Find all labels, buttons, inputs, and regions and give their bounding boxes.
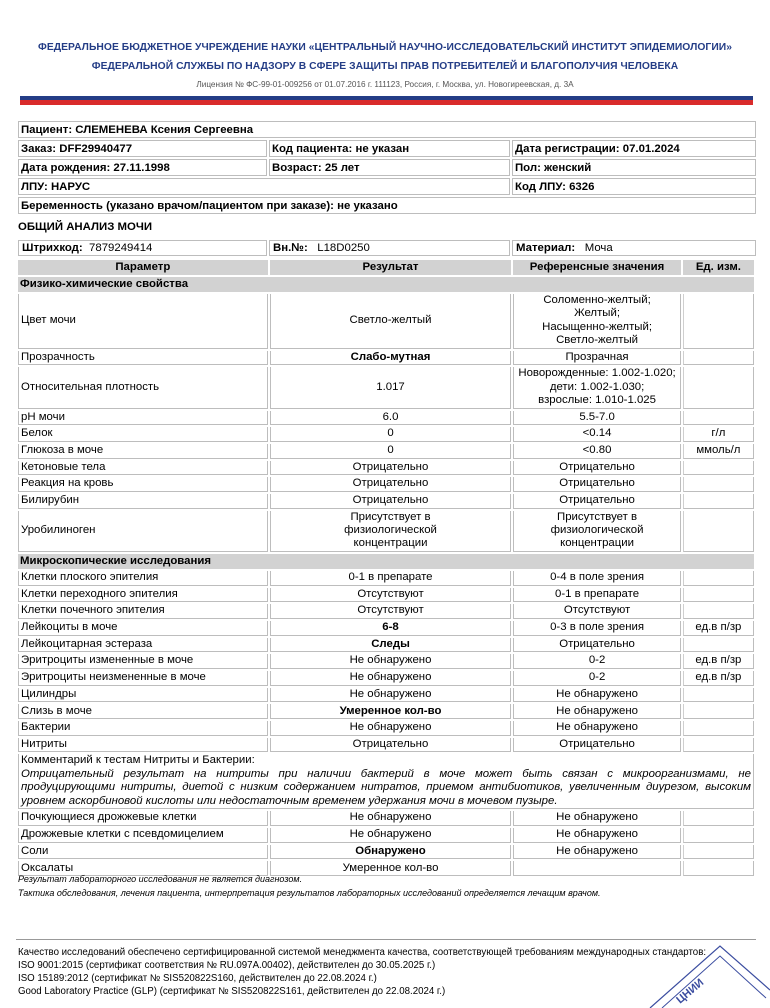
license-line: Лицензия № ФС-99-01-009256 от 01.07.2016 г. 111123, Россия, г. Москва, ул. Новогиреевская, д. 3А [196,80,574,89]
patient-name: Пациент: СЛЕМЕНЕВА Ксения Сергеевна [18,121,756,138]
result-value: Светло-желтый [270,294,512,349]
result-value: Не обнаружено [270,671,512,686]
reference-line: <0.14 [582,427,612,440]
result-value: 6.0 [270,411,512,426]
reference-line: Насыщенно-желтый; [542,320,652,333]
material-label: Материал: [516,242,576,254]
result-value: Не обнаружено [270,811,512,826]
lpu-code: Код ЛПУ: 6326 [512,178,756,195]
result-value: Отрицательно [270,477,512,492]
unit-value: ед.в п/зр [683,621,754,636]
patient-sex: Пол: женский [512,159,756,176]
internal-number-cell [269,240,510,256]
unit-value [683,604,754,619]
unit-value [683,721,754,736]
reference-value [513,688,680,703]
result-row [18,738,754,753]
result-value: Умеренное кол-во [270,704,512,719]
internal-number-value: L18D0250 [317,242,370,254]
param-name: Дрожжевые клетки с псевдомицелием [18,828,268,843]
sample-info-bar [16,238,758,258]
result-row [18,721,754,736]
reference-line: 0-2 [588,671,606,684]
param-name: Клетки переходного эпителия [18,588,268,603]
param-name: Лейкоцитарная эстераза [18,638,268,653]
result-value: Не обнаружено [270,828,512,843]
result-value: 1.017 [270,367,512,408]
param-name: Лейкоциты в моче [18,621,268,636]
result-value: 0 [270,444,512,459]
result-row [18,845,754,860]
param-name: Уробилиноген [18,511,268,552]
footer-line-1: Качество исследований обеспечено сертифицированной системой менеджмента качества, соответствующей требованиям международных стандартов: [18,947,707,958]
result-value: Отрицательно [270,494,512,509]
brand-stripe [20,96,753,106]
unit-value [683,494,754,509]
reference-line: 5.5-7.0 [579,410,615,423]
unit-value [683,367,754,408]
param-name: Белок [18,427,268,442]
result-value: Отсутствуют [270,588,512,603]
birth-date: Дата рождения: 27.11.1998 [18,159,267,176]
param-name: Реакция на кровь [18,477,268,492]
result-value: 0 [270,427,512,442]
stripe-red [20,100,753,105]
result-row [18,511,754,552]
reference-line: <0.80 [582,444,612,457]
reference-value [513,738,680,753]
result-row [18,688,754,703]
reference-value [513,671,680,686]
barcode-cell [18,240,267,256]
quality-footer [18,946,706,998]
disclaimer-notes [18,873,601,900]
barcode-value: 7879249414 [89,242,153,254]
result-row [18,604,754,619]
result-value: 6-8 [270,621,512,636]
result-row [18,588,754,603]
result-row [18,811,754,826]
reference-value [513,294,680,349]
result-row [18,351,754,366]
reference-value [513,494,680,509]
result-value: Не обнаружено [270,654,512,669]
result-value: Не обнаружено [270,721,512,736]
stripe-blue [20,96,753,100]
result-value: Слабо-мутная [270,351,512,366]
unit-value [683,704,754,719]
reference-line: Отрицательно [559,637,635,650]
header-param: Параметр [18,260,268,275]
result-row [18,477,754,492]
param-name: Глюкоза в моче [18,444,268,459]
stamp-text: ЦНИИ [674,976,707,1007]
param-name: Билирубин [18,494,268,509]
reference-value [513,654,680,669]
header-result: Результат [270,260,512,275]
order-number: Заказ: DFF29940477 [18,140,267,157]
reference-line: концентрации [560,537,634,550]
param-name: Почкующиеся дрожжевые клетки [18,811,268,826]
nitrites-comment [18,754,754,809]
reference-value [513,638,680,653]
reference-line: Не обнаружено [556,687,638,700]
result-row [18,638,754,653]
param-name: Прозрачность [18,351,268,366]
reference-value [513,845,680,860]
lpu-name: ЛПУ: НАРУС [18,178,510,195]
note-line-1: Результат лабораторного исследования не является диагнозом. [18,874,303,884]
reference-value [513,461,680,476]
reference-line: 0-3 в поле зрения [550,621,645,634]
result-value: Умеренное кол-во [270,861,512,876]
result-value: Отрицательно [270,738,512,753]
unit-value [683,861,754,876]
reference-value [513,367,680,408]
header-unit: Ед. изм. [683,260,754,275]
internal-number-label: Вн.№: [273,242,308,254]
footer-line-3: ISO 15189:2012 (сертификат № SIS520822S160, действителен до 22.08.2024 г.) [18,973,377,984]
reference-value [513,351,680,366]
reference-line: Соломенно-желтый; [543,294,651,306]
reference-value [513,444,680,459]
param-name: Клетки плоского эпителия [18,571,268,586]
results-table [16,258,756,878]
reference-line: Отрицательно [559,737,635,750]
unit-value [683,511,754,552]
result-value: Отсутствуют [270,604,512,619]
reference-line: Светло-желтый [556,334,639,347]
unit-value [683,828,754,843]
unit-value: ед.в п/зр [683,671,754,686]
result-row [18,367,754,408]
barcode-label: Штрихкод: [22,242,83,254]
reference-value [513,588,680,603]
result-row [18,828,754,843]
result-row [18,427,754,442]
param-name: pH мочи [18,411,268,426]
reference-line: Не обнаружено [556,828,638,841]
param-name: Цилиндры [18,688,268,703]
result-row [18,411,754,426]
org-name-line1: ФЕДЕРАЛЬНОЕ БЮДЖЕТНОЕ УЧРЕЖДЕНИЕ НАУКИ «ЦЕНТРАЛЬНЫЙ НАУЧНО-ИССЛЕДОВАТЕЛЬСКИЙ ИНСТИТУТ ЭПИДЕМИОЛОГИИ» [38,42,732,53]
pregnancy-status: Беременность (указано врачом/пациентом при заказе): не указано [18,197,756,214]
reference-line: Прозрачная [565,350,629,363]
results-body [18,277,754,876]
unit-value [683,461,754,476]
reference-line: Отрицательно [559,460,635,473]
reference-value [513,704,680,719]
reference-value [513,511,680,552]
stamp-outer-ring [650,946,770,1008]
group-header-row [18,277,754,292]
reference-value [513,477,680,492]
registration-date: Дата регистрации: 07.01.2024 [512,140,756,157]
note-line-2: Тактика обследования, лечения пациента, интерпретация результатов лабораторных исследований определяется лечащим врачом. [18,887,601,898]
param-name: Цвет мочи [18,294,268,349]
unit-value [683,738,754,753]
results-header-row [18,260,754,275]
result-value: Не обнаружено [270,688,512,703]
reference-value [513,811,680,826]
reference-line: Отрицательно [559,477,635,490]
reference-line: Не обнаружено [556,704,638,717]
org-name-line2: ФЕДЕРАЛЬНОЙ СЛУЖБЫ ПО НАДЗОРУ В СФЕРЕ ЗАЩИТЫ ПРАВ ПОТРЕБИТЕЛЕЙ И БЛАГОПОЛУЧИЯ ЧЕЛОВЕКА [91,61,679,72]
material-value: Моча [584,242,613,254]
reference-line: 0-2 [588,654,606,667]
reference-value [513,721,680,736]
footer-line-2: ISO 9001:2015 (сертификат соответствия № RU.097А.00402), действителен до 30.05.2025 г.) [18,960,436,971]
param-name: Клетки почечного эпителия [18,604,268,619]
reference-line: Отсутствуют [563,604,631,617]
reference-line: Присутствует в [557,510,638,523]
result-row [18,494,754,509]
comment-text: Отрицательный результат на нитриты при наличии бактерий в моче может быть связан с микроорганизмами, не продуцирующими нитриты, диетой с низким содержанием нитратов, приемом антибиотиков, увеличенным диурезом, высоким уровнем аскорбиновой кислоты или недостаточным временем удержания мочи в мочевом пузыре. [21,767,751,807]
result-row [18,654,754,669]
group-title: Микроскопические исследования [18,554,754,569]
param-name: Оксалаты [18,861,268,876]
unit-value [683,571,754,586]
result-row [18,621,754,636]
unit-value [683,845,754,860]
unit-value: ммоль/л [683,444,754,459]
reference-value [513,621,680,636]
param-name: Соли [18,845,268,860]
unit-value [683,411,754,426]
result-row [18,444,754,459]
reference-line: Не обнаружено [556,844,638,857]
result-row [18,461,754,476]
unit-value [683,477,754,492]
patient-info-table [16,119,758,216]
unit-value [683,351,754,366]
footer-line-4: Good Laboratory Practice (GLP) (сертификат № SIS520822S161, действителен до 22.08.2024 г.) [18,986,446,997]
header-reference: Референсные значения [513,260,680,275]
lab-stamp [640,938,770,1008]
comment-title: Комментарий к тестам Нитриты и Бактерии: [21,754,255,767]
reference-line: 0-4 в поле зрения [550,571,645,584]
param-name: Слизь в моче [18,704,268,719]
reference-value [513,427,680,442]
unit-value [683,638,754,653]
group-header-row [18,554,754,569]
unit-value [683,588,754,603]
reference-line: 0-1 в препарате [555,587,640,600]
param-name: Бактерии [18,721,268,736]
reference-value [513,604,680,619]
analysis-title: ОБЩИЙ АНАЛИЗ МОЧИ [18,221,153,233]
result-row [18,671,754,686]
param-name: Кетоновые тела [18,461,268,476]
group-title: Физико-химические свойства [18,277,754,292]
reference-line: Новорожденные: 1.002-1.020; [518,367,676,380]
param-name: Эритроциты неизмененные в моче [18,671,268,686]
reference-line: Отрицательно [559,494,635,507]
unit-value [683,811,754,826]
unit-value: ед.в п/зр [683,654,754,669]
patient-code: Код пациента: не указан [269,140,510,157]
result-row [18,571,754,586]
reference-line: Не обнаружено [556,811,638,824]
reference-line: Не обнаружено [556,721,638,734]
result-row [18,294,754,349]
result-value: Обнаружено [270,845,512,860]
result-row [18,704,754,719]
reference-line: Желтый; [574,307,621,320]
material-cell [512,240,756,256]
unit-value: г/л [683,427,754,442]
result-value: Присутствует в физиологической концентрации [270,511,512,552]
param-name: Нитриты [18,738,268,753]
reference-value [513,571,680,586]
patient-age: Возраст: 25 лет [269,159,510,176]
comment-row [18,754,754,809]
param-name: Относительная плотность [18,367,268,408]
unit-value [683,688,754,703]
reference-line: дети: 1.002-1.030; [549,380,645,393]
result-value: 0-1 в препарате [270,571,512,586]
reference-line: взрослые: 1.010-1.025 [538,394,656,407]
reference-value [513,828,680,843]
reference-line: физиологической [550,524,644,537]
result-value: Отрицательно [270,461,512,476]
unit-value [683,294,754,349]
reference-value [513,411,680,426]
param-name: Эритроциты измененные в моче [18,654,268,669]
result-value: Следы [270,638,512,653]
